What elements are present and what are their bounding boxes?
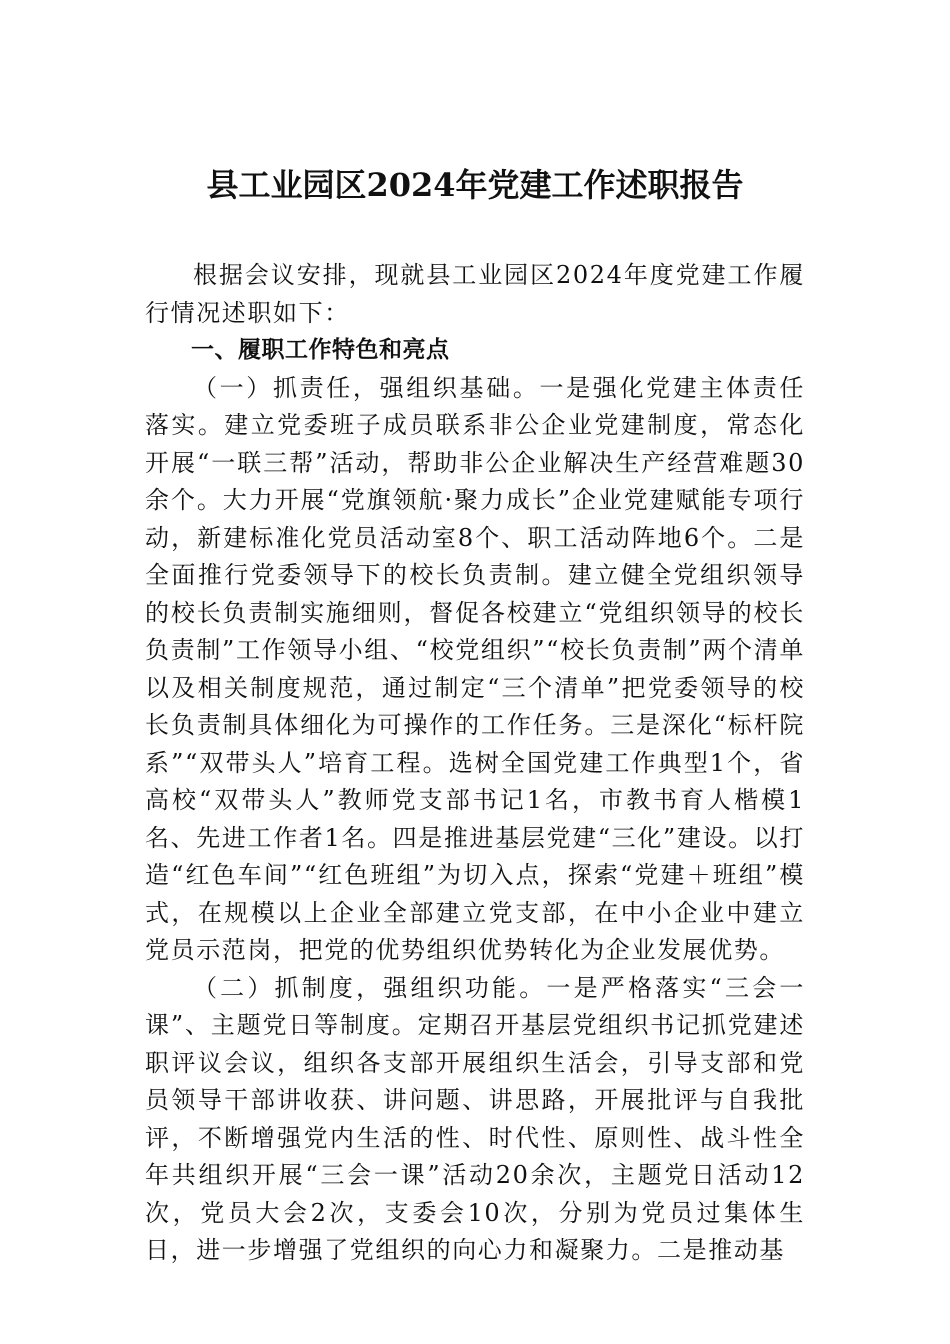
document-title: 县工业园区2024年党建工作述职报告 bbox=[206, 166, 744, 204]
intro-paragraph: 根据会议安排，现就县工业园区2024年度党建工作履行情况述职如下： bbox=[145, 261, 805, 327]
paragraph-system: （二）抓制度，强组织功能。一是严格落实“三会一课”、主题党日等制度。定期召开基层党组织书记抓党建述职评议会议，组织各支部开展组织生活会，引导支部和党员领导干部讲收获、讲问题、讲思路，开展批评与自我批评，不断增强党内生活的性、时代性、原则性、战斗性全年共组织开展“三会一课”活动20余次，主题党日活动12次，党员大会2次，支委会10次，分别为党员过集体生日，进一步增强了党组织的向心力和凝聚力。二是推动基 bbox=[145, 973, 805, 1264]
document-body bbox=[145, 257, 805, 1270]
section-heading: 一、履职工作特色和亮点 bbox=[191, 337, 450, 363]
paragraph-responsibility: （一）抓责任，强组织基础。一是强化党建主体责任落实。建立党委班子成员联系非公企业党建制度，常态化开展“一联三帮”活动，帮助非公企业解决生产经营难题30余个。大力开展“党旗领航·聚力成长”企业党建赋能专项行动，新建标准化党员活动室8个、职工活动阵地6个。二是全面推行党委领导下的校长负责制。建立健全党组织领导的校长负责制实施细则，督促各校建立“党组织领导的校长负责制”工作领导小组、“校党组织”“校长负责制”两个清单以及相关制度规范，通过制定“三个清单”把党委领导的校长负责制具体细化为可操作的工作任务。三是深化“标杆院系”“双带头人”培育工程。选树全国党建工作典型1个，省高校“双带头人”教师党支部书记1名，市教书育人楷模1名、先进工作者1名。四是推进基层党建“三化”建设。以打造“红色车间”“红色班组”为切入点，探索“党建＋班组”模式，在规模以上企业全部建立党支部，在中小企业中建立党员示范岗，把党的优势组织优势转化为企业发展优势。 bbox=[145, 373, 805, 964]
